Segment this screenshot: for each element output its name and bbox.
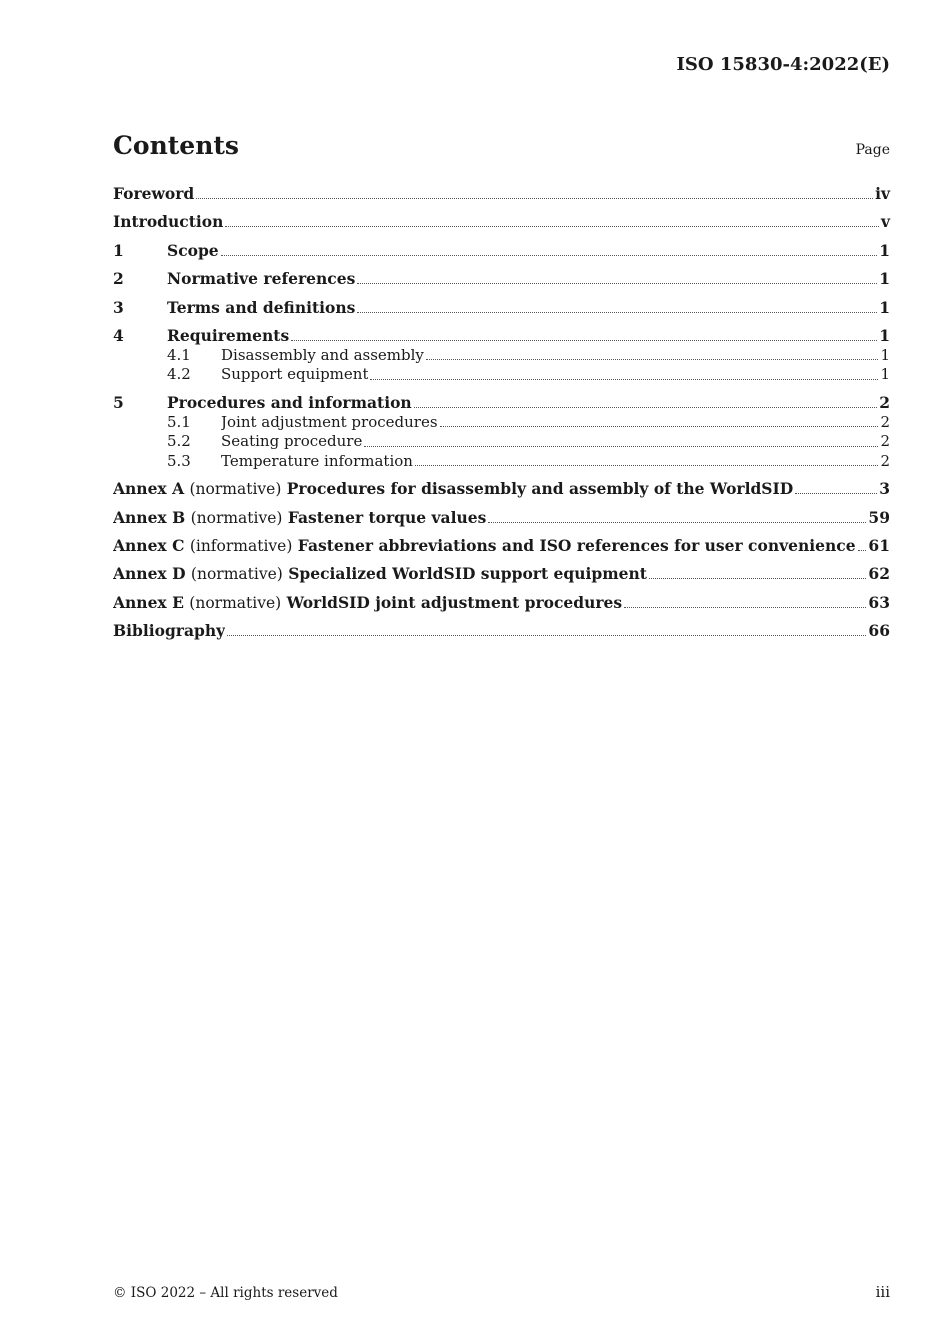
toc-entry[interactable] [113, 326, 890, 346]
toc-entry-number: 2 [113, 269, 124, 289]
annex-type-note: (normative) [190, 508, 283, 527]
dot-leader [225, 226, 879, 227]
toc-entry[interactable] [113, 452, 890, 471]
toc-entry-title: Disassembly and assembly [221, 345, 424, 364]
toc-entry-page: 63 [868, 592, 890, 612]
annex-label: Annex B [113, 507, 186, 527]
annex-label: Annex E [113, 592, 184, 612]
toc-entry[interactable] [113, 413, 890, 432]
toc-entry[interactable] [113, 593, 890, 613]
annex-label: Annex A [113, 479, 185, 499]
toc-entry[interactable] [113, 479, 890, 499]
toc-entry-number: 4.2 [167, 365, 191, 384]
toc-entry-number: 5.3 [167, 451, 191, 470]
toc-entry-page: v [880, 212, 890, 232]
dot-leader [196, 198, 873, 199]
dot-leader [357, 312, 877, 313]
toc-entry-page: 1 [879, 269, 890, 289]
toc-entry-number: 4 [113, 325, 124, 345]
toc-entry-page: 2 [880, 412, 890, 431]
toc-entry-page: 66 [868, 621, 890, 641]
toc-entry-number: 3 [113, 297, 124, 317]
table-of-contents [113, 184, 890, 641]
toc-entry-title: Seating procedure [221, 432, 363, 451]
toc-entry-number: 1 [113, 240, 124, 260]
toc-entry-page: 59 [868, 507, 890, 527]
footer-copyright: © ISO 2022 – All rights reserved [113, 1285, 338, 1301]
toc-entry-title [113, 593, 622, 613]
toc-entry[interactable] [113, 184, 890, 204]
toc-entry-page: 1 [880, 345, 890, 364]
toc-entry[interactable] [113, 432, 890, 451]
toc-entry[interactable] [113, 508, 890, 528]
toc-entry[interactable] [113, 393, 890, 413]
annex-type-note: (normative) [189, 593, 282, 612]
dot-leader [291, 340, 877, 341]
toc-entry-page: 1 [879, 240, 890, 260]
contents-title: Contents [113, 131, 240, 160]
toc-entry-page: 2 [880, 451, 890, 470]
toc-entry-page: 2 [879, 392, 890, 412]
toc-entry-title: Introduction [113, 212, 224, 232]
dot-leader [414, 407, 878, 408]
toc-entry[interactable] [113, 298, 890, 318]
toc-entry-number: 5 [113, 392, 124, 412]
toc-entry[interactable] [113, 241, 890, 261]
toc-entry-page: 3 [879, 479, 890, 499]
annex-title: WorldSID joint adjustment procedures [286, 592, 623, 612]
dot-leader [858, 550, 867, 551]
dot-leader [364, 446, 878, 447]
toc-entry-number: 4.1 [167, 345, 191, 364]
annex-label: Annex D [113, 564, 186, 584]
toc-entry-title: Terms and definitions [167, 297, 356, 317]
page-column-label: Page [855, 142, 890, 158]
toc-entry-page: iv [875, 184, 890, 203]
dot-leader [488, 522, 866, 523]
toc-entry-page: 1 [879, 297, 890, 317]
toc-entry-title: Bibliography [113, 621, 226, 641]
toc-entry[interactable] [113, 621, 890, 641]
annex-title: Fastener abbreviations and ISO references for user convenience [297, 536, 856, 555]
toc-entry[interactable] [113, 536, 890, 556]
toc-entry-title: Foreword [113, 184, 195, 203]
dot-leader [624, 607, 866, 608]
toc-entry-page: 61 [868, 536, 890, 555]
document-id: ISO 15830-4:2022(E) [676, 54, 890, 75]
dot-leader [795, 493, 877, 494]
footer-page-number: iii [875, 1283, 890, 1301]
toc-entry-title: Support equipment [221, 365, 369, 384]
toc-entry-number: 5.2 [167, 432, 191, 451]
toc-entry-page: 62 [868, 564, 890, 584]
dot-leader [370, 379, 878, 380]
toc-entry-title: Joint adjustment procedures [221, 412, 438, 431]
annex-type-note: (normative) [189, 480, 282, 499]
toc-entry-title [113, 564, 647, 584]
annex-type-note: (normative) [190, 565, 283, 584]
toc-entry-title: Temperature information [221, 451, 413, 470]
annex-title: Fastener torque values [287, 507, 487, 527]
toc-entry-title: Scope [167, 240, 219, 260]
annex-title: Procedures for disassembly and assembly of the WorldSID [286, 479, 794, 499]
dot-leader [221, 255, 878, 256]
dot-leader [426, 359, 879, 360]
toc-entry[interactable] [113, 365, 890, 384]
toc-entry[interactable] [113, 564, 890, 584]
toc-entry-page: 1 [880, 365, 890, 384]
dot-leader [649, 578, 867, 579]
toc-entry-number: 5.1 [167, 412, 191, 431]
toc-entry-title: Procedures and information [167, 392, 412, 412]
annex-type-note: (informative) [189, 537, 293, 555]
toc-entry-page: 2 [880, 432, 890, 451]
dot-leader [357, 283, 877, 284]
toc-entry[interactable] [113, 269, 890, 289]
dot-leader [415, 465, 879, 466]
toc-entry-title: Normative references [167, 269, 356, 289]
toc-entry-title [113, 479, 793, 499]
toc-entry[interactable] [113, 212, 890, 232]
toc-entry-page: 1 [879, 325, 890, 345]
toc-entry-title: Requirements [167, 325, 290, 345]
annex-title: Specialized WorldSID support equipment [288, 564, 647, 584]
annex-label: Annex C [113, 536, 185, 555]
dot-leader [227, 635, 866, 636]
toc-entry-title [113, 536, 856, 556]
toc-entry[interactable] [113, 346, 890, 365]
dot-leader [440, 426, 879, 427]
toc-entry-title [113, 508, 486, 528]
